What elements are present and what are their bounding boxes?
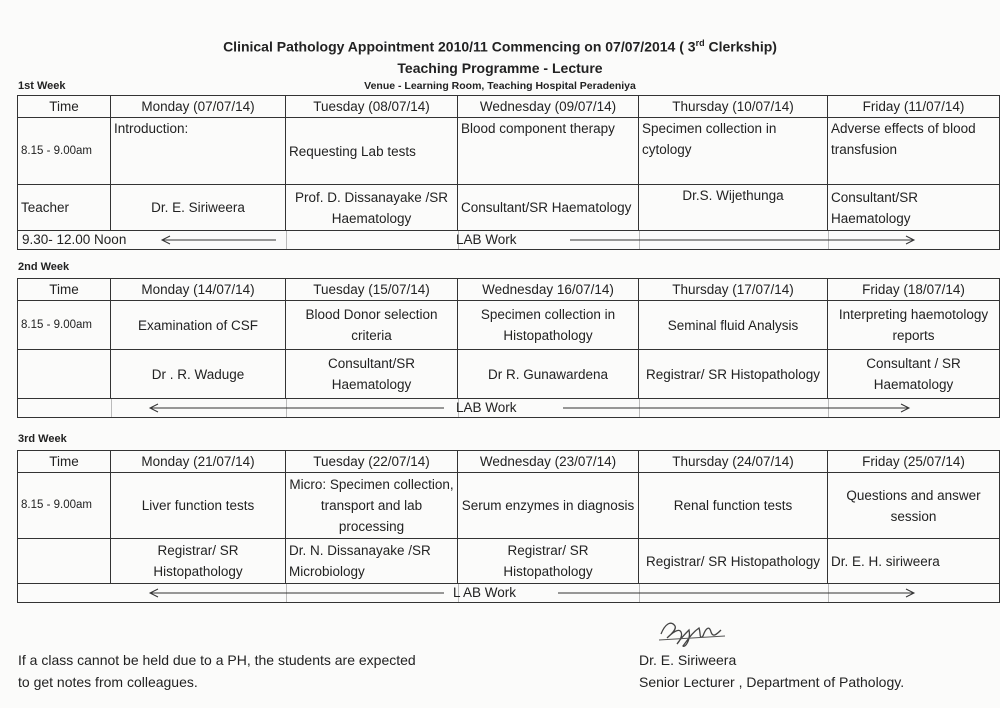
header-cell: Wednesday (23/07/14) [458, 451, 639, 472]
lecture-cell: Serum enzymes in diagnosis [458, 473, 639, 538]
teacher-cell: Dr . R. Waduge [111, 350, 286, 398]
arrow-left-icon [158, 231, 278, 249]
teacher-cell: Registrar/ SR Histopathology [458, 539, 639, 583]
arrow-right-icon [556, 584, 918, 602]
teacher-cell: Dr.S. Wijethunga [639, 185, 828, 230]
document-title: Clinical Pathology Appointment 2010/11 Commencing on 07/07/2014 ( 3rd Clerkship) [223, 38, 777, 55]
header-cell: Tuesday (22/07/14) [286, 451, 458, 472]
header-cell: Friday (25/07/14) [862, 454, 965, 469]
teacher-cell: Registrar/ SR Histopathology [111, 539, 286, 583]
table-header-row [18, 279, 999, 301]
arrow-right-icon [568, 231, 918, 249]
signatory-title: Senior Lecturer , Department of Pathology. [639, 674, 905, 690]
lecture-cell: Requesting Lab tests [286, 118, 458, 184]
lecture-cell: Examination of CSF [111, 301, 286, 349]
lecture-row [18, 473, 999, 539]
teacher-cell: Consultant / SR Haematology [866, 356, 961, 392]
document-subtitle: Teaching Programme - Lecture [397, 60, 603, 76]
header-cell: Tuesday (08/07/14) [286, 96, 458, 117]
lecture-row [18, 118, 999, 185]
lecture-cell: Blood Donor selection criteria [286, 301, 458, 349]
lecture-row [18, 301, 999, 350]
header-cell: Monday (14/07/14) [111, 279, 286, 300]
header-cell: Time [18, 96, 111, 117]
header-cell: Friday (18/07/14) [862, 282, 965, 297]
week-label: 2nd Week [18, 261, 70, 273]
header-cell: Monday (07/07/14) [111, 96, 286, 117]
header-cell: Friday (11/07/14) [862, 99, 965, 114]
lecture-cell: Specimen collection in Histopathology [458, 301, 639, 349]
arrow-left-icon [146, 584, 446, 602]
footer-note-line: If a class cannot be held due to a PH, the students are expected [18, 652, 416, 668]
week-label: 1st Week [18, 80, 66, 92]
teacher-cell: Dr. E. H. siriweera [831, 553, 940, 569]
lab-work-label: LAB Work [456, 400, 517, 415]
lecture-cell: Questions and answer session [846, 487, 981, 524]
week-label: 3rd Week [18, 433, 67, 445]
teacher-cell: Registrar/ SR Histopathology [639, 539, 828, 583]
lecture-cell: Interpreting haemotology reports [838, 307, 989, 343]
lab-work-row [18, 584, 999, 602]
teacher-label-cell [18, 350, 111, 398]
signatory-name: Dr. E. Siriweera [639, 652, 737, 668]
lecture-cell: Adverse effects of blood transfusion [831, 121, 976, 157]
lecture-cell: Seminal fluid Analysis [639, 301, 828, 349]
lab-work-row [18, 231, 999, 249]
title-superscript: rd [695, 38, 705, 48]
teacher-cell: Dr R. Gunawardena [458, 350, 639, 398]
lecture-cell: Blood component therapy [458, 118, 639, 184]
lecture-cell: Liver function tests [111, 473, 286, 538]
header-cell: Thursday (24/07/14) [639, 451, 828, 472]
header-cell: Thursday (10/07/14) [639, 96, 828, 117]
footer-note-line: to get notes from colleagues. [18, 674, 198, 690]
teacher-row [18, 185, 999, 231]
teacher-cell: Dr. E. Siriweera [111, 185, 286, 230]
lecture-cell: Renal function tests [639, 473, 828, 538]
teacher-row [18, 539, 999, 584]
time-cell: 8.15 - 9.00am [18, 301, 111, 349]
header-cell: Monday (21/07/14) [111, 451, 286, 472]
header-cell: Time [18, 279, 111, 300]
arrow-left-icon [146, 399, 446, 417]
lab-work-label: LAB Work [456, 232, 517, 247]
lab-work-label: L AB Work [453, 585, 517, 600]
teacher-row [18, 350, 999, 399]
lecture-cell: Introduction: [111, 118, 286, 184]
header-cell: Wednesday (09/07/14) [458, 96, 639, 117]
lecture-cell: Specimen collection in cytology [639, 118, 828, 184]
teacher-cell: Consultant/SR Haematology [458, 185, 639, 230]
week-table [17, 95, 1000, 250]
week-table [17, 278, 1000, 418]
teacher-label-cell [18, 539, 111, 583]
teacher-cell: Registrar/ SR Histopathology [639, 350, 828, 398]
arrow-right-icon [561, 399, 913, 417]
teacher-label-cell: Teacher [18, 185, 111, 230]
teacher-cell: Prof. D. Dissanayake /SR Haematology [286, 185, 458, 230]
table-header-row [18, 96, 999, 118]
teacher-cell: Consultant/SR Haematology [831, 189, 919, 226]
header-cell: Wednesday 16/07/14) [458, 279, 639, 300]
header-cell: Tuesday (15/07/14) [286, 279, 458, 300]
teacher-cell: Dr. N. Dissanayake /SR Microbiology [286, 539, 458, 583]
time-cell: 8.15 - 9.00am [18, 118, 111, 184]
teacher-cell: Consultant/SR Haematology [286, 350, 458, 398]
signature-image [655, 612, 735, 652]
signature-block [639, 649, 904, 693]
lab-time: 9.30- 12.00 Noon [22, 232, 127, 247]
header-cell: Thursday (17/07/14) [639, 279, 828, 300]
week-table [17, 450, 1000, 603]
header-cell: Time [18, 451, 111, 472]
footer-note [18, 649, 416, 693]
venue-line: Venue - Learning Room, Teaching Hospital Peradeniya [364, 80, 636, 92]
lab-work-row [18, 399, 999, 417]
lecture-cell: Micro: Specimen collection, transport and lab processing [286, 473, 458, 538]
table-header-row [18, 451, 999, 473]
time-cell: 8.15 - 9.00am [18, 473, 111, 538]
